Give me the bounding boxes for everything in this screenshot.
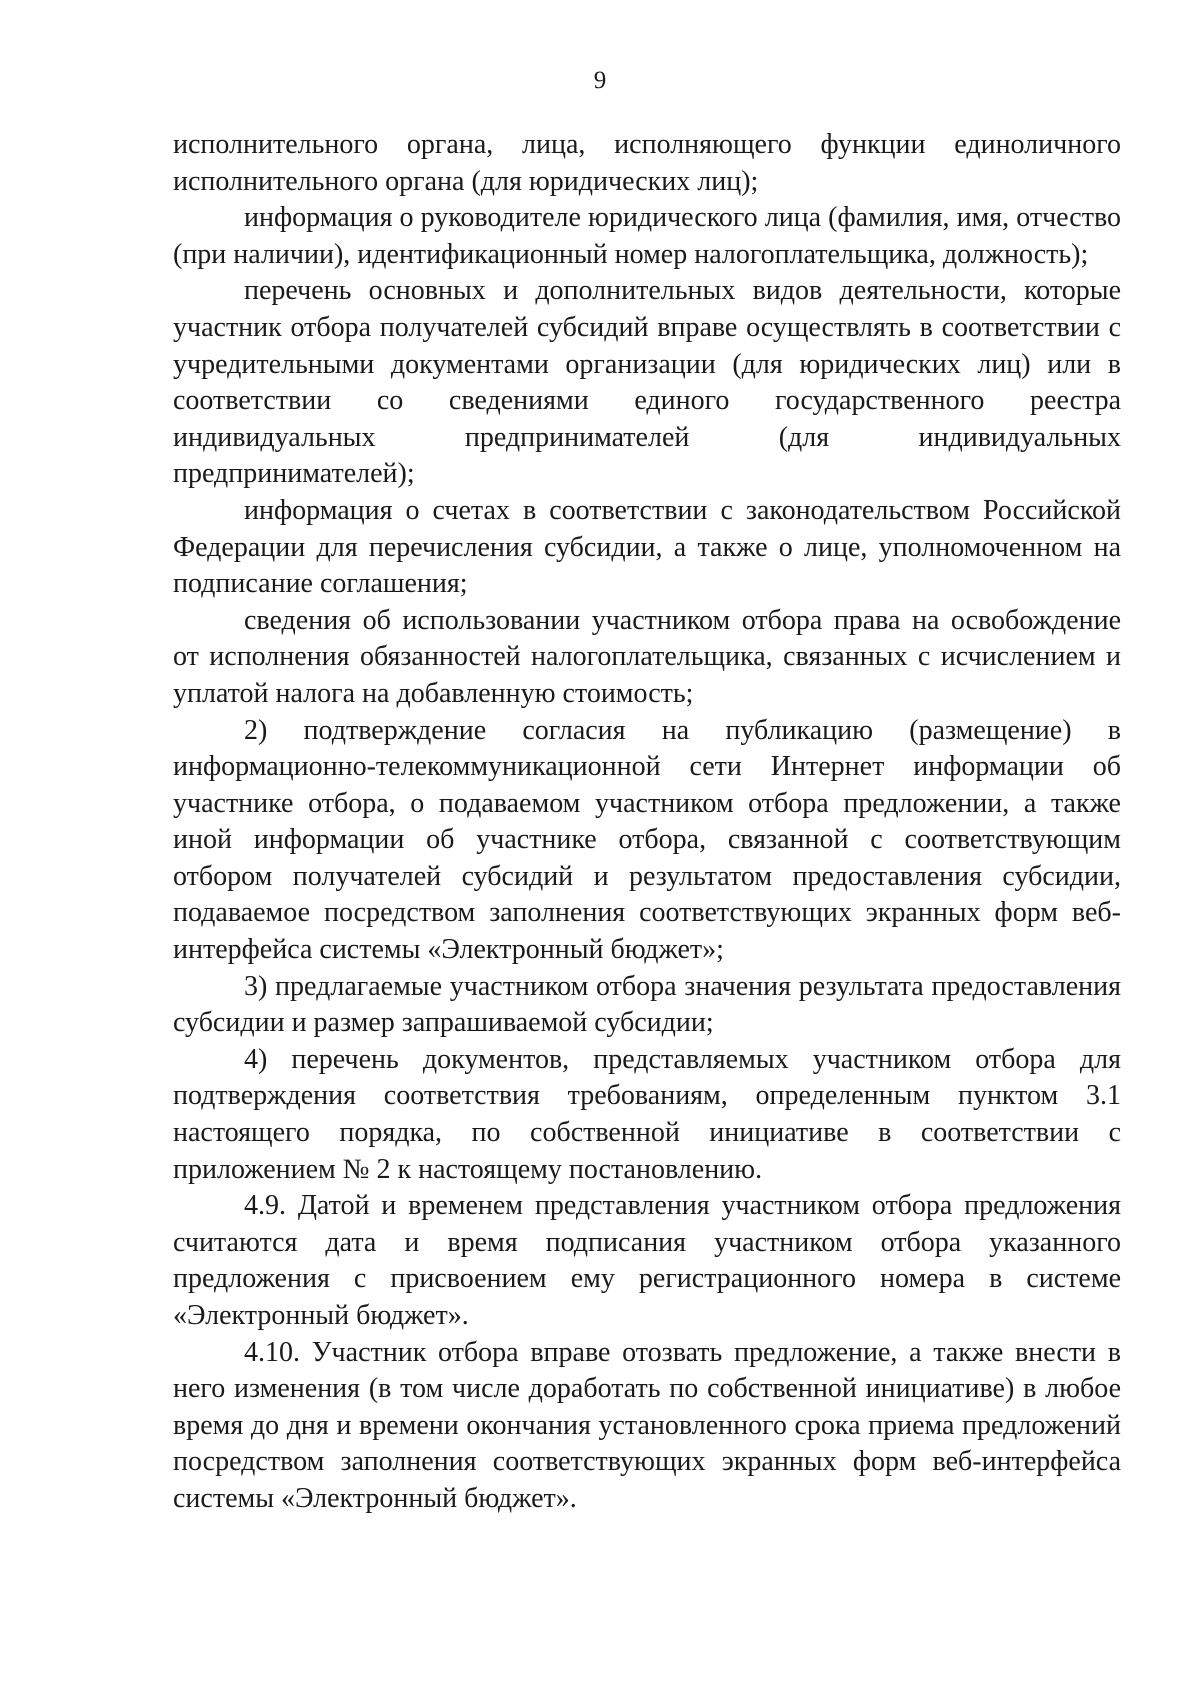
paragraph-item-4-documents: 4) перечень документов, представляемых участником отбора для подтверждения соответствия требованиям, определенным пунктом 3.1 настоящего порядка, по собственной инициативе в соответствии с приложением № 2 к настоящему постановлению. xyxy=(173,1043,1121,1185)
paragraph-accounts-info: информация о счетах в соответствии с законодательством Российской Федерации для перечисления субсидии, а также о лице, уполномоченном на подписание соглашения; xyxy=(173,494,1121,600)
paragraph-4-9-submission-date: 4.9. Датой и временем представления участником отбора предложения считаются дата и время подписания участником отбора указанного предложения с присвоением ему регистрационного номера в системе «Электронный бюджет». xyxy=(173,1190,1121,1331)
paragraph-item-2-consent: 2) подтверждение согласия на публикацию (размещение) в информационно-телекоммуникационной сети Интернет информации об участнике отбора, о подаваемом участником отбора предложении, а также иной информации об участнике отбора, связанной с соответствующим отбором получателей субсидий и результатом предоставления субсидии, подаваемое посредством заполнения соответствующих экранных форм веб-интерфейса системы «Электронный бюджет»; xyxy=(173,714,1121,966)
paragraph-item-3-result-values: 3) предлагаемые участником отбора значения результата предоставления субсидии и размер запрашиваемой субсидии; xyxy=(173,970,1121,1039)
paragraph-vat-exemption: сведения об использовании участником отбора права на освобождение от исполнения обязанностей налогоплательщика, связанных с исчислением и уплатой налога на добавленную стоимость; xyxy=(173,604,1121,709)
paragraph-4-10-withdrawal: 4.10. Участник отбора вправе отозвать предложение, а также внести в него изменения (в том числе доработать по собственной инициативе) в любое время до дня и времени окончания установленного срока приема предложений посредством заполнения соответствующих экранных форм веб-интерфейса системы «Электронный бюджет». xyxy=(173,1336,1121,1514)
paragraph-head-info: информация о руководителе юридического лица (фамилия, имя, отчество (при наличии), идентификационный номер налогоплательщика, должность); xyxy=(173,202,1121,270)
document-body xyxy=(173,127,1121,1518)
page-number: 9 xyxy=(593,67,607,94)
paragraph-activity-list: перечень основных и дополнительных видов деятельности, которые участник отбора получателей субсидий вправе осуществлять в соответствии с учредительными документами организации (для юридических лиц) или в соответствии со сведениями единого государственного реестра индивидуальных предпринимателей (для индивидуальных предпринимателей); xyxy=(173,275,1121,490)
paragraph-executive-body: исполнительного органа, лица, исполняющего функции единоличного исполнительного органа (для юридических лиц); xyxy=(173,129,1121,197)
